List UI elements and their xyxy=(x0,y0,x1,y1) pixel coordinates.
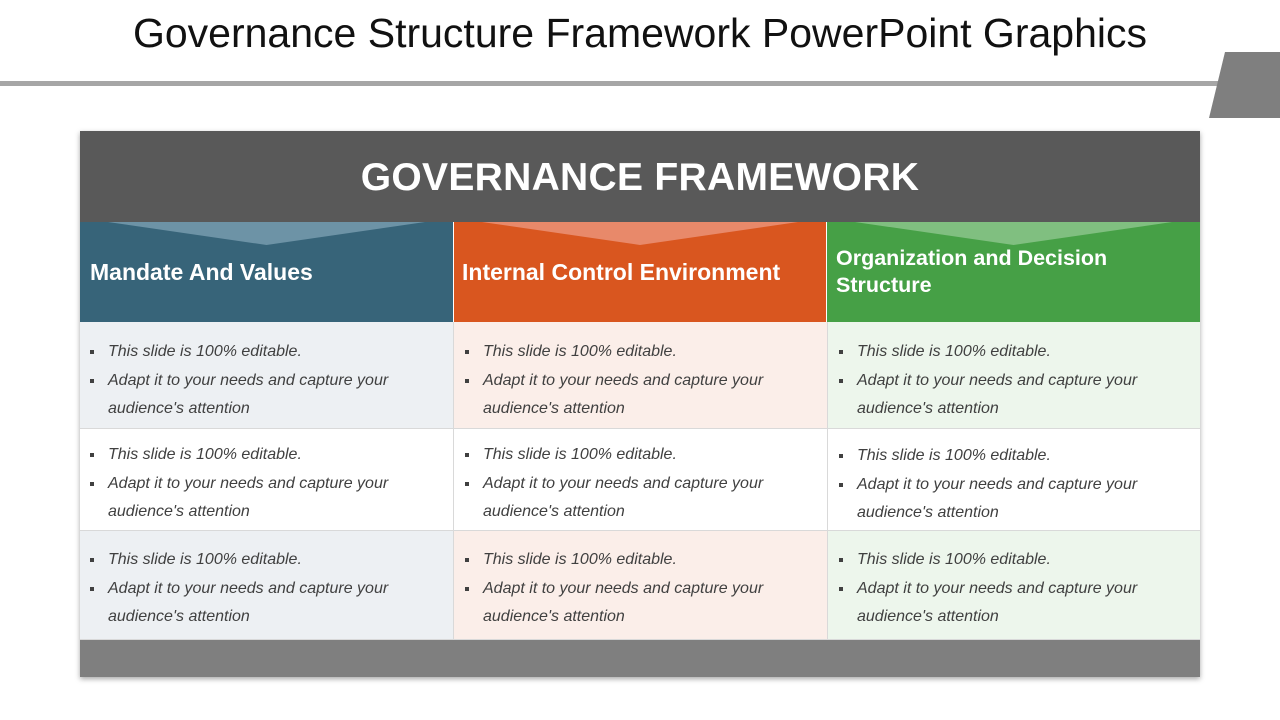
bullet-item: This slide is 100% editable. xyxy=(90,338,453,367)
bullet-item: This slide is 100% editable. xyxy=(839,546,1200,575)
bullet-item: Adapt it to your needs and capture your audience's attention xyxy=(90,575,453,632)
table-cell xyxy=(80,322,453,428)
bullet-item: Adapt it to your needs and capture your audience's attention xyxy=(90,470,453,527)
bullet-item: Adapt it to your needs and capture your audience's attention xyxy=(839,367,1200,424)
table-row xyxy=(80,322,1200,429)
table-row xyxy=(80,531,1200,640)
chevron-down-icon xyxy=(855,222,1172,245)
table-cell xyxy=(453,531,827,639)
column-header-mandate xyxy=(80,222,453,322)
table-row xyxy=(80,429,1200,531)
column-header-label: Mandate And Values xyxy=(90,258,313,285)
bullet-item: This slide is 100% editable. xyxy=(90,546,453,575)
bullet-item: This slide is 100% editable. xyxy=(839,338,1200,367)
table-cell xyxy=(80,531,453,639)
bullet-item: Adapt it to your needs and capture your audience's attention xyxy=(90,367,453,424)
bullet-item: Adapt it to your needs and capture your audience's attention xyxy=(465,367,827,424)
governance-framework-table xyxy=(80,131,1200,677)
bullet-item: Adapt it to your needs and capture your audience's attention xyxy=(465,470,827,527)
column-header-internal-control xyxy=(454,222,826,322)
title-divider xyxy=(0,81,1226,86)
bullet-item: This slide is 100% editable. xyxy=(465,546,827,575)
table-cell xyxy=(827,531,1200,639)
column-header-label: Internal Control Environment xyxy=(462,258,781,285)
bullet-item: Adapt it to your needs and capture your audience's attention xyxy=(839,575,1200,632)
table-cell xyxy=(827,429,1200,530)
table-cell xyxy=(453,322,827,428)
bullet-item: This slide is 100% editable. xyxy=(465,441,827,470)
slide-title: Governance Structure Framework PowerPoint Graphics xyxy=(132,10,1147,56)
bullet-item: This slide is 100% editable. xyxy=(839,442,1200,471)
bullet-item: This slide is 100% editable. xyxy=(465,338,827,367)
column-header-label: Organization and Decision Structure xyxy=(836,246,1108,297)
framework-footer-bar xyxy=(80,640,1200,677)
column-header-organization xyxy=(827,222,1200,322)
framework-header: GOVERNANCE FRAMEWORK xyxy=(80,131,1200,222)
table-cell xyxy=(827,322,1200,428)
chevron-down-icon xyxy=(108,222,425,245)
bullet-item: This slide is 100% editable. xyxy=(90,441,453,470)
table-cell xyxy=(453,429,827,530)
bullet-item: Adapt it to your needs and capture your audience's attention xyxy=(465,575,827,632)
bullet-item: Adapt it to your needs and capture your audience's attention xyxy=(839,471,1200,528)
table-cell xyxy=(80,429,453,530)
chevron-down-icon xyxy=(482,222,798,245)
title-accent-tab xyxy=(1209,52,1280,118)
